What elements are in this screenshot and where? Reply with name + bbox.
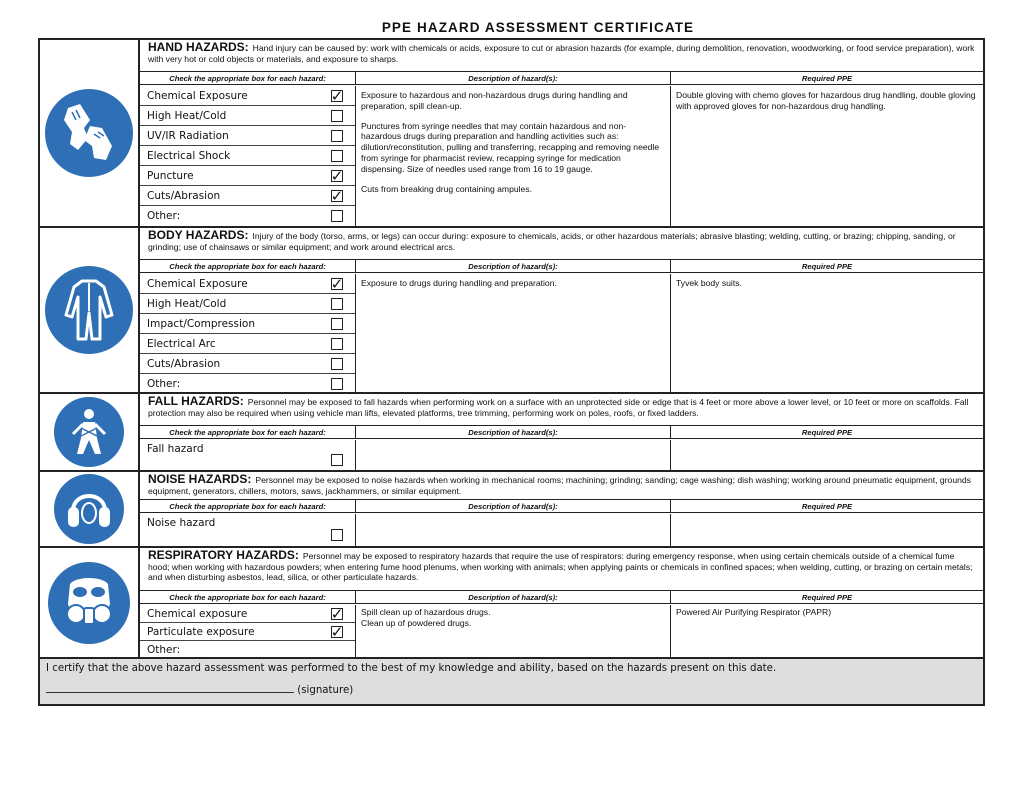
checkbox[interactable] (331, 358, 343, 370)
hand-item (140, 106, 355, 126)
hand-desc-1: Exposure to hazardous and non-hazardous drugs during handling and preparation, spill clean-up. (361, 90, 628, 111)
respiratory-hazards-section (40, 548, 983, 659)
item-label: Fall hazard (147, 443, 204, 455)
fall-hazards-section (40, 394, 983, 472)
noise-header (140, 472, 983, 496)
noise-text: Personnel may be exposed to noise hazards when working in mechanical rooms; machining; grinding; sanding; cage washing; dish washing; working around pneumatic equipment, grounds equipment, generators, chillers, motors, saws, jackhammers, or similar equipment. (148, 475, 971, 496)
col-check-header: Check the appropriate box for each hazard: (140, 591, 356, 603)
hand-item (140, 206, 355, 226)
item-label: UV/IR Radiation (147, 129, 229, 142)
respirator-icon (48, 562, 130, 644)
hand-hazards-section (40, 40, 983, 228)
col-ppe-header: Required PPE (801, 261, 853, 271)
checkbox[interactable] (331, 318, 343, 330)
item-label: Puncture (147, 169, 194, 182)
item-label: High Heat/Cold (147, 297, 227, 310)
fall-required-ppe (671, 440, 983, 470)
fall-header (140, 394, 983, 418)
item-label: Cuts/Abrasion (147, 189, 221, 202)
checkbox[interactable] (331, 130, 343, 142)
respiratory-description (356, 605, 671, 657)
respiratory-column-header (140, 590, 983, 604)
item-label: High Heat/Cold (147, 109, 227, 122)
item-label: Electrical Arc (147, 337, 216, 350)
checkbox[interactable] (331, 338, 343, 350)
noise-icon-cell (40, 472, 140, 546)
body-item (140, 354, 355, 374)
col-desc-header: Description of hazard(s): (356, 591, 671, 603)
item-label: Chemical exposure (147, 607, 248, 620)
page-title: PPE HAZARD ASSESSMENT CERTIFICATE (381, 20, 695, 35)
body-item (140, 274, 355, 294)
hand-item (140, 126, 355, 146)
col-ppe-header: Required PPE (801, 501, 853, 511)
col-ppe-header: Required PPE (801, 73, 853, 83)
respiratory-header (140, 548, 983, 583)
ear-muffs-icon (54, 474, 124, 544)
harness-icon (54, 397, 124, 467)
item-label: Cuts/Abrasion (147, 357, 221, 370)
checkbox[interactable] (331, 529, 343, 541)
col-desc-header: Description of hazard(s): (356, 72, 671, 84)
noise-description (356, 514, 671, 546)
fall-heading: FALL HAZARDS: (148, 394, 244, 408)
hand-item (140, 186, 355, 206)
fall-icon-cell (40, 394, 140, 470)
checkbox[interactable] (331, 454, 343, 466)
certification-statement: I certify that the above hazard assessment was performed to the best of my knowledge and ability, based on the hazards present on this date. (46, 663, 777, 674)
signature-row (46, 683, 977, 696)
respiratory-item (140, 605, 355, 623)
checkbox[interactable]: ✓ (330, 186, 344, 205)
body-hazards-section (40, 228, 983, 394)
respiratory-item (140, 641, 355, 658)
hand-item (140, 146, 355, 166)
signature-label: (signature) (297, 685, 354, 696)
noise-item (140, 514, 355, 546)
coverall-icon (45, 266, 133, 354)
certificate-form (38, 38, 985, 706)
hand-checklist (140, 86, 356, 226)
checkbox[interactable] (331, 378, 343, 390)
hand-item (140, 166, 355, 186)
respiratory-desc-2: Clean up of powdered drugs. (361, 617, 472, 628)
body-checklist (140, 274, 356, 392)
col-check-header: Check the appropriate box for each hazard: (140, 260, 356, 272)
body-column-header (140, 259, 983, 273)
item-label: Other: (147, 210, 181, 222)
respiratory-checklist (140, 605, 356, 657)
checkbox[interactable] (331, 298, 343, 310)
signature-line[interactable] (46, 683, 294, 693)
respiratory-text: Personnel may be exposed to respiratory hazards that require the use of respirators: during emergency response, when using certain chemicals outside of a chemical fume hood; when working with hazardous powders; when entering fume hood plenums, when working with animals; when applying paints or chemicals in confined spaces; when welding, cutting, or brazing on certain metals; and when disturbing asbestos, lead, silica, or other particulate hazards. (148, 551, 973, 583)
noise-heading: NOISE HAZARDS: (148, 472, 252, 486)
col-check-header: Check the appropriate box for each hazard: (140, 500, 356, 512)
hand-item (140, 86, 355, 106)
col-desc-header: Description of hazard(s): (356, 260, 671, 272)
col-desc-header: Description of hazard(s): (356, 500, 671, 512)
body-header (140, 228, 983, 252)
item-label: Impact/Compression (147, 317, 255, 330)
hand-description (356, 86, 671, 226)
checkbox[interactable]: ✓ (330, 274, 344, 293)
fall-item (140, 440, 355, 470)
fall-text: Personnel may be exposed to fall hazards when performing work on a surface with an unprotected side or edge that is 4 feet or more above a lower level, or 10 feet or more on scaffolds. Fall protection may also be required when using vehicle man lifts, elevated platforms, tree trimming, performing work on poles, roofs, or fixed ladders. (148, 397, 969, 418)
respiratory-heading: RESPIRATORY HAZARDS: (148, 548, 299, 562)
col-check-header: Check the appropriate box for each hazard: (140, 72, 356, 84)
body-item (140, 334, 355, 354)
hand-icon-cell (40, 40, 140, 226)
item-label: Particulate exposure (147, 625, 255, 638)
item-label: Electrical Shock (147, 149, 231, 162)
noise-hazards-section (40, 472, 983, 548)
body-text: Injury of the body (torso, arms, or legs) can occur during: exposure to chemicals, acids, or other hazardous materials; abrasive blasting; welding, cutting, or brazing; chipping, sanding, or grinding; use of chainsaws or similar equipment; and work around electrical arcs. (148, 231, 956, 252)
respiratory-icon-cell (40, 548, 140, 657)
fall-column-header (140, 425, 983, 439)
item-label: Chemical Exposure (147, 277, 248, 290)
noise-checklist (140, 514, 356, 546)
body-item (140, 294, 355, 314)
col-ppe-header: Required PPE (801, 592, 853, 602)
noise-required-ppe (671, 514, 983, 546)
item-label: Noise hazard (147, 517, 216, 529)
checkbox[interactable]: ✓ (330, 604, 344, 623)
body-heading: BODY HAZARDS: (148, 228, 249, 242)
respiratory-desc-1: Spill clean up of hazardous drugs. (361, 607, 491, 617)
checkbox[interactable]: ✓ (330, 622, 344, 641)
item-label: Other: (147, 378, 181, 390)
body-description: Exposure to drugs during handling and preparation. (356, 274, 671, 392)
hand-desc-3: Cuts from breaking drug containing ampules. (361, 183, 533, 194)
hand-column-header (140, 71, 983, 85)
gloves-icon (45, 89, 133, 177)
hand-text: Hand injury can be caused by: work with chemicals or acids, exposure to cut or abrasion hazards (for example, during demolition, renovation, woodworking, or food service preparation), work with very hot or cold objects or materials, and exposure to sharps. (148, 43, 975, 64)
col-check-header: Check the appropriate box for each hazard: (140, 426, 356, 438)
respiratory-item (140, 623, 355, 641)
hand-heading: HAND HAZARDS: (148, 40, 249, 54)
body-required-ppe: Tyvek body suits. (676, 278, 742, 288)
hand-header (140, 40, 983, 64)
hand-required-ppe: Double gloving with chemo gloves for hazardous drug handling, double gloving with approved gloves for non-hazardous drug handling. (676, 90, 976, 111)
item-label: Chemical Exposure (147, 89, 248, 102)
certification-footer (40, 659, 983, 704)
checkbox[interactable] (331, 150, 343, 162)
checkbox[interactable]: ✓ (330, 86, 344, 105)
fall-checklist (140, 440, 356, 470)
item-label: Other: (147, 643, 181, 656)
body-item (140, 374, 355, 394)
noise-column-header (140, 499, 983, 513)
hand-desc-2: Punctures from syringe needles that may contain hazardous and non-hazardous drugs during preparation and handling activities such as: dilution/reconstitution, pulling and transferring, recapping and removing needle from syringe for pharmacist review, recapping syringe for medication dispensing. Size of needles used range from 16 to 19 gauge. (361, 120, 660, 174)
fall-description (356, 440, 671, 470)
body-icon-cell (40, 228, 140, 392)
col-ppe-header: Required PPE (801, 427, 853, 437)
checkbox[interactable] (331, 210, 343, 222)
respiratory-required-ppe: Powered Air Purifying Respirator (PAPR) (676, 607, 832, 617)
col-desc-header: Description of hazard(s): (356, 426, 671, 438)
checkbox[interactable] (331, 110, 343, 122)
body-item (140, 314, 355, 334)
checkbox[interactable]: ✓ (330, 166, 344, 185)
